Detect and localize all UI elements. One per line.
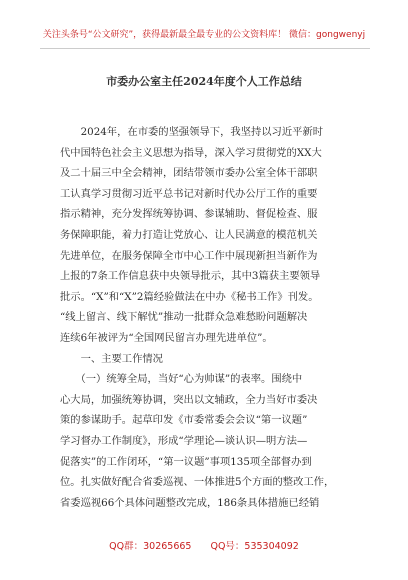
footer-contact-text: QQ群：30265665 QQ号：535304092 <box>109 541 299 552</box>
body-line: 省委巡视66个具体问题整改完成，186条具体措施已经销 <box>60 496 320 509</box>
document-body <box>60 122 356 513</box>
body-line: “线上留言、线下解忧”推动一批群众急难愁盼问题解决 <box>60 311 308 324</box>
body-line: 先进单位，在服务保障全市中心工作中展现新担当新作为 <box>60 249 318 262</box>
header-promo-text: 关注头条号“公文研究”，获得最新最全最专业的公文资料库！ 微信：gongwenyj <box>42 30 366 40</box>
body-line: 位。扎实做好配合省委巡视、一体推进5个方面的整改工作， <box>60 476 335 489</box>
body-line: 策的参谋助手。起草印发《市委常委会会议“第一议题” <box>60 414 308 427</box>
body-line: （一）统筹全局，当好“心为帅谋”的表率。围绕中 <box>60 373 303 386</box>
body-line: 学习督办工作制度》，形成“学理论—谈认识—明方法— <box>60 434 308 447</box>
body-line: 指示精神，充分发挥统筹协调、参谋辅助、督促检查、服 <box>60 208 318 221</box>
body-line: 批示。“X”和“X”2篇经验做法在中办《秘书工作》刊发。 <box>60 290 319 303</box>
body-line: 2024年，在市委的坚强领导下，我坚持以习近平新时 <box>60 126 324 138</box>
body-line: 工认真学习贯彻习近平总书记对新时代办公厅工作的重要 <box>60 187 318 200</box>
body-line: 连续6年被评为“全国网民留言办理先进单位”。 <box>60 331 273 344</box>
body-line: 心大局，加强统筹协调，突出以文辅政，全力当好市委决 <box>60 393 318 406</box>
document-title: 市委办公室主任2024年度个人工作总结 <box>106 75 302 88</box>
body-line: 促落实”的工作闭环，“第一议题”事项135项全部督办到 <box>60 455 312 468</box>
section-heading: 一、主要工作情况 <box>60 352 163 365</box>
body-line: 代中国特色社会主义思想为指导，深入学习贯彻党的XX大 <box>60 146 322 159</box>
body-line: 上报的7条工作信息获中央领导批示，其中3篇获主要领导 <box>60 270 321 283</box>
body-line: 务保障职能，着力打造让党放心、让人民满意的模范机关 <box>60 228 318 241</box>
body-line: 及二十届三中全会精神，团结带领市委办公室全体干部职 <box>60 167 318 180</box>
header-divider <box>40 48 370 49</box>
